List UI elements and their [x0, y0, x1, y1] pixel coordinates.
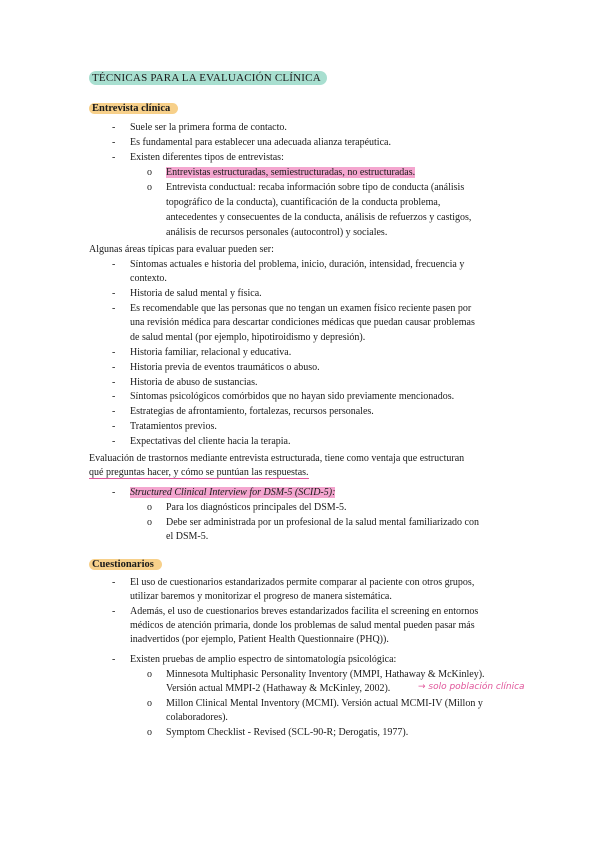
page-title: TÉCNICAS PARA LA EVALUACIÓN CLÍNICA — [89, 71, 327, 85]
bullet-text: Expectativas del cliente hacia la terapia. — [130, 436, 291, 447]
bullet-text: contexto. — [130, 273, 167, 284]
bullet-dash: - — [112, 347, 116, 358]
paragraph-intro: Algunas áreas típicas para evaluar pueden ser: — [89, 244, 274, 255]
bullet-text: Historia de abuso de sustancias. — [130, 377, 258, 388]
bullet-dash: - — [112, 377, 116, 388]
bullet-text: Existen diferentes tipos de entrevistas: — [130, 152, 284, 163]
sub-bullet-text: topográfico de la conducta), cuantificación de la conducta problema, — [166, 197, 441, 208]
bullet-text: Síntomas psicológicos comórbidos que no hayan sido previamente mencionados. — [130, 391, 455, 402]
sub-bullet-text: análisis de recursos personales (autocontrol) y sociales. — [166, 227, 388, 238]
sub-bullet-circle: o — [147, 727, 152, 738]
bullet-text: Historia previa de eventos traumáticos o abuso. — [130, 362, 320, 373]
bullet-text: Es recomendable que las personas que no tengan un examen físico reciente pasen por — [130, 303, 472, 314]
sub-bullet-circle: o — [147, 502, 152, 513]
bullet-text: Es fundamental para establecer una adecuada alianza terapéutica. — [130, 137, 391, 148]
sub-bullet-circle: o — [147, 182, 152, 193]
bullet-text: Historia de salud mental y física. — [130, 288, 262, 299]
section-heading-entrevista: Entrevista clínica — [89, 103, 178, 114]
bullet-text: utilizar baremos y monitorizar el progreso de manera sistemática. — [130, 591, 392, 602]
bullet-text: Además, el uso de cuestionarios breves estandarizados facilita el screening en entornos — [130, 606, 479, 617]
bullet-text: Estrategias de afrontamiento, fortalezas, recursos personales. — [130, 406, 374, 417]
bullet-dash: - — [112, 152, 116, 163]
paragraph-evaluacion: Evaluación de trastornos mediante entrevista estructurada, tiene como ventaja que estructuran — [89, 453, 465, 464]
sub-bullet-text: Minnesota Multiphasic Personality Inventory (MMPI, Hathaway & McKinley). — [166, 669, 485, 680]
bullet-dash: - — [112, 288, 116, 299]
bullet-dash: - — [112, 137, 116, 148]
bullet-text: inadvertidos (por ejemplo, Patient Health Questionnaire (PHQ)). — [130, 634, 389, 645]
sub-bullet-text: Entrevistas estructuradas, semiestructuradas, no estructuradas. — [166, 167, 416, 178]
bullet-text: El uso de cuestionarios estandarizados permite comparar al paciente con otros grupos, — [130, 577, 475, 588]
sub-bullet-text: Entrevista conductual: recaba información sobre tipo de conducta (análisis — [166, 182, 465, 193]
bullet-text: de salud mental (por ejemplo, hipotiroidismo y depresión). — [130, 332, 366, 343]
handwritten-note: → solo población clínica — [418, 682, 525, 692]
bullet-dash: - — [112, 406, 116, 417]
sub-bullet-circle: o — [147, 698, 152, 709]
bullet-text: Historia familiar, relacional y educativa. — [130, 347, 292, 358]
bullet-dash: - — [112, 606, 116, 617]
bullet-text: Síntomas actuales e historia del problema, inicio, duración, intensidad, frecuencia y — [130, 259, 465, 270]
bullet-text: Existen pruebas de amplio espectro de sintomatología psicológica: — [130, 654, 397, 665]
sub-bullet-text: Versión actual MMPI-2 (Hathaway & McKinley, 2002). — [166, 683, 391, 694]
bullet-dash: - — [112, 303, 116, 314]
bullet-text: una revisión médica para descartar condiciones médicas que puedan causar problemas — [130, 317, 475, 328]
bullet-dash: - — [112, 421, 116, 432]
sub-bullet-text: Para los diagnósticos principales del DSM-5. — [166, 502, 347, 513]
bullet-dash: - — [112, 391, 116, 402]
scid-label: Structured Clinical Interview for DSM-5 (SCID-5): — [130, 487, 336, 498]
bullet-text: Suele ser la primera forma de contacto. — [130, 122, 287, 133]
bullet-dash: - — [112, 259, 116, 270]
bullet-dash: - — [112, 654, 116, 665]
sub-bullet-circle: o — [147, 669, 152, 680]
bullet-dash: - — [112, 122, 116, 133]
sub-bullet-circle: o — [147, 167, 152, 178]
section-heading-cuestionarios: Cuestionarios — [89, 559, 162, 570]
paragraph-evaluacion: qué preguntas hacer, y cómo se puntúan las respuestas. — [89, 467, 309, 478]
bullet-dash: - — [112, 436, 116, 447]
sub-bullet-text: colaboradores). — [166, 712, 228, 723]
bullet-dash: - — [112, 487, 116, 498]
bullet-text: médicos de atención primaria, donde los problemas de salud mental pueden pasar más — [130, 620, 475, 631]
bullet-dash: - — [112, 362, 116, 373]
sub-bullet-circle: o — [147, 517, 152, 528]
sub-bullet-text: antecedentes y consecuentes de la conducta, análisis de refuerzos y castigos, — [166, 212, 472, 223]
bullet-text: Tratamientos previos. — [130, 421, 217, 432]
sub-bullet-text: Millon Clinical Mental Inventory (MCMI). Versión actual MCMI-IV (Millon y — [166, 698, 483, 709]
bullet-dash: - — [112, 577, 116, 588]
sub-bullet-text: Symptom Checklist - Revised (SCL-90-R; Derogatis, 1977). — [166, 727, 409, 738]
sub-bullet-text: el DSM-5. — [166, 531, 209, 542]
sub-bullet-text: Debe ser administrada por un profesional de la salud mental familiarizado con — [166, 517, 479, 528]
